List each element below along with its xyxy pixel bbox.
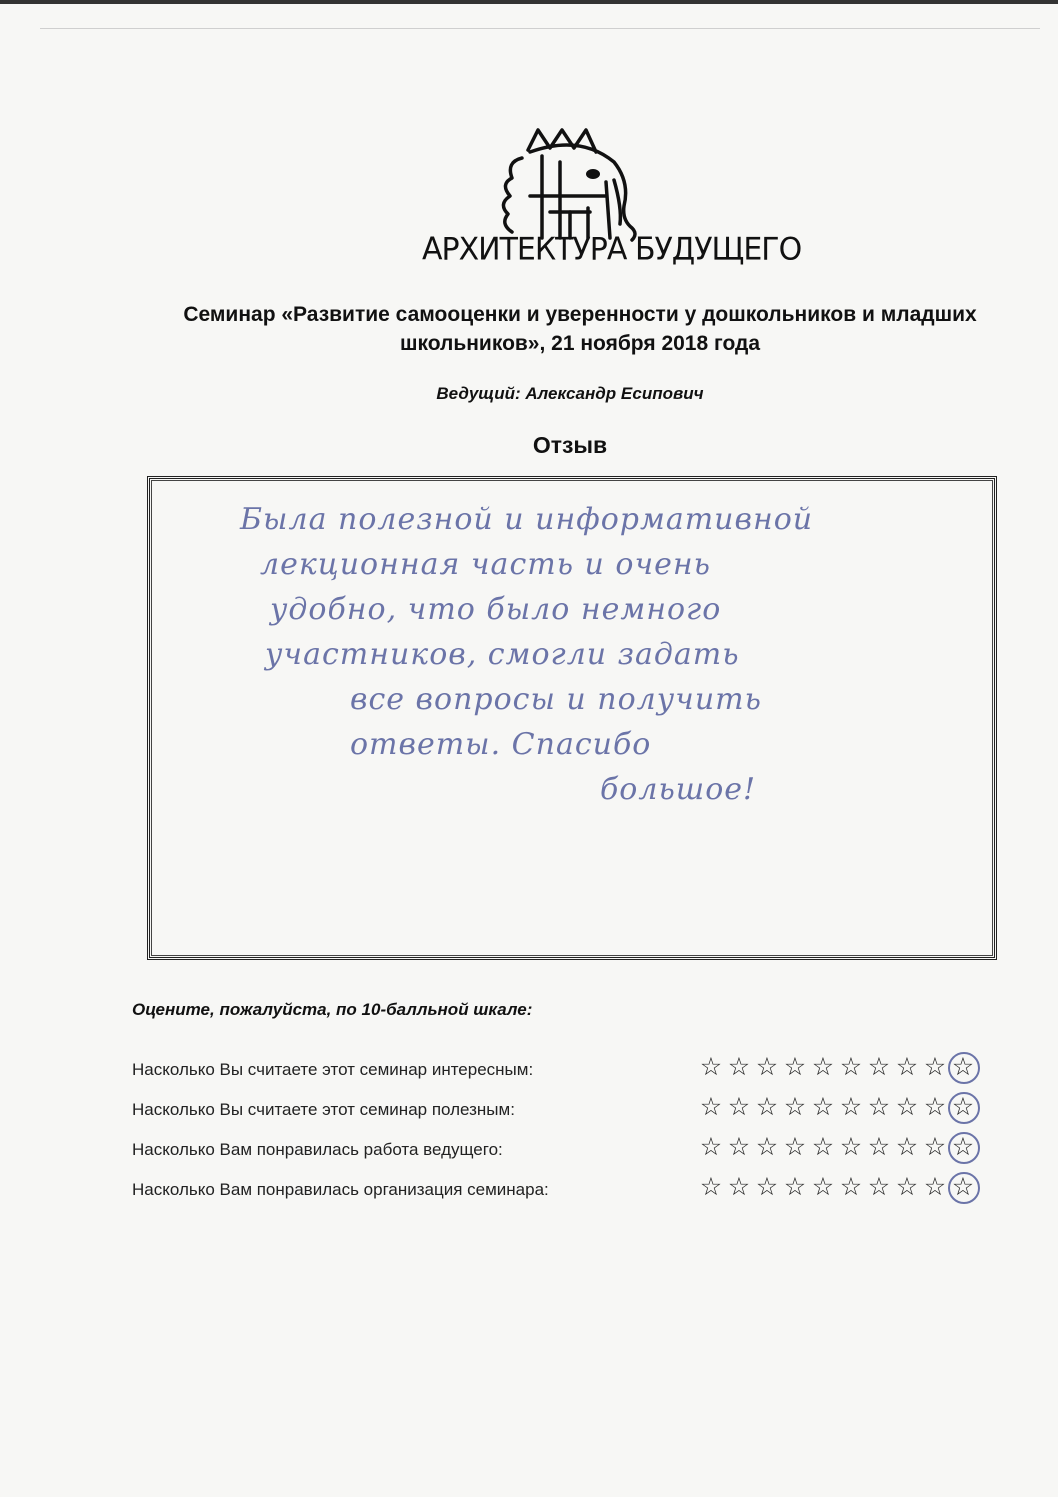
star-icon[interactable]: ☆ [699, 1132, 723, 1161]
star-icon[interactable]: ☆ [923, 1172, 947, 1201]
star-icon[interactable]: ☆ [895, 1092, 919, 1121]
star-icon[interactable]: ☆ [727, 1092, 751, 1121]
star-icon[interactable]: ☆ [839, 1172, 863, 1201]
star-icon[interactable]: ☆ [895, 1052, 919, 1081]
star-icon[interactable]: ☆ [867, 1172, 891, 1201]
star-scale [697, 1052, 977, 1082]
rating-question: Насколько Вам понравилась работа ведущего: [132, 1140, 503, 1159]
seminar-host: Ведущий: Александр Есипович [436, 384, 704, 403]
rating-row [132, 1172, 1032, 1212]
scan-edge [0, 0, 1058, 4]
rating-instructions: Оцените, пожалуйста, по 10-балльной шкале: [132, 1000, 533, 1019]
star-icon[interactable]: ☆ [699, 1172, 723, 1201]
star-icon[interactable]: ☆ [867, 1092, 891, 1121]
rating-question: Насколько Вам понравилась организация семинара: [132, 1180, 549, 1199]
star-icon-selected[interactable]: ☆ [949, 1052, 977, 1082]
star-icon[interactable]: ☆ [839, 1092, 863, 1121]
handwritten-line: ответы. Спасибо [350, 727, 652, 762]
star-icon[interactable]: ☆ [811, 1052, 835, 1081]
handwritten-line: участников, смогли задать [265, 637, 740, 672]
star-icon[interactable]: ☆ [783, 1052, 807, 1081]
rating-row [132, 1132, 1032, 1172]
star-scale [697, 1092, 977, 1122]
star-icon[interactable]: ☆ [895, 1132, 919, 1161]
star-icon[interactable]: ☆ [727, 1052, 751, 1081]
seminar-title: Семинар «Развитие самооценки и уверенности у дошкольников и младших школьников», 21 ноября 2018 года [183, 303, 977, 355]
star-scale [697, 1172, 977, 1202]
star-icon[interactable]: ☆ [923, 1132, 947, 1161]
star-icon[interactable]: ☆ [727, 1172, 751, 1201]
star-icon-selected[interactable]: ☆ [949, 1172, 977, 1202]
star-icon-selected[interactable]: ☆ [949, 1092, 977, 1122]
star-icon[interactable]: ☆ [755, 1132, 779, 1161]
star-icon[interactable]: ☆ [699, 1092, 723, 1121]
handwritten-line: большое! [600, 772, 757, 807]
rating-row [132, 1052, 1032, 1092]
star-icon[interactable]: ☆ [783, 1092, 807, 1121]
handwritten-line: Была полезной и информативной [240, 502, 814, 537]
star-icon[interactable]: ☆ [755, 1172, 779, 1201]
star-icon[interactable]: ☆ [895, 1172, 919, 1201]
scan-line [40, 28, 1040, 29]
star-icon[interactable]: ☆ [867, 1132, 891, 1161]
handwritten-review [240, 497, 960, 812]
star-icon[interactable]: ☆ [867, 1052, 891, 1081]
rating-question: Насколько Вы считаете этот семинар полезным: [132, 1100, 515, 1119]
rating-row [132, 1092, 1032, 1132]
star-scale [697, 1132, 977, 1162]
rating-question: Насколько Вы считаете этот семинар интересным: [132, 1060, 534, 1079]
star-icon[interactable]: ☆ [727, 1132, 751, 1161]
review-box [147, 476, 997, 960]
review-heading: Отзыв [532, 432, 608, 458]
handwritten-line: удобно, что было немного [270, 592, 722, 627]
star-icon[interactable]: ☆ [839, 1132, 863, 1161]
rating-list [132, 1052, 1032, 1212]
star-icon[interactable]: ☆ [699, 1052, 723, 1081]
star-icon[interactable]: ☆ [923, 1092, 947, 1121]
star-icon[interactable]: ☆ [783, 1172, 807, 1201]
star-icon[interactable]: ☆ [755, 1052, 779, 1081]
star-icon[interactable]: ☆ [811, 1172, 835, 1201]
star-icon[interactable]: ☆ [755, 1092, 779, 1121]
logo-wordmark: АРХИТЕКТУРА БУДУЩЕГО [422, 231, 802, 268]
handwritten-line: лекционная часть и очень [260, 547, 711, 582]
star-icon[interactable]: ☆ [811, 1132, 835, 1161]
star-icon[interactable]: ☆ [839, 1052, 863, 1081]
star-icon[interactable]: ☆ [811, 1092, 835, 1121]
handwritten-line: все вопросы и получить [350, 682, 762, 717]
star-icon[interactable]: ☆ [783, 1132, 807, 1161]
star-icon-selected[interactable]: ☆ [949, 1132, 977, 1162]
star-icon[interactable]: ☆ [923, 1052, 947, 1081]
